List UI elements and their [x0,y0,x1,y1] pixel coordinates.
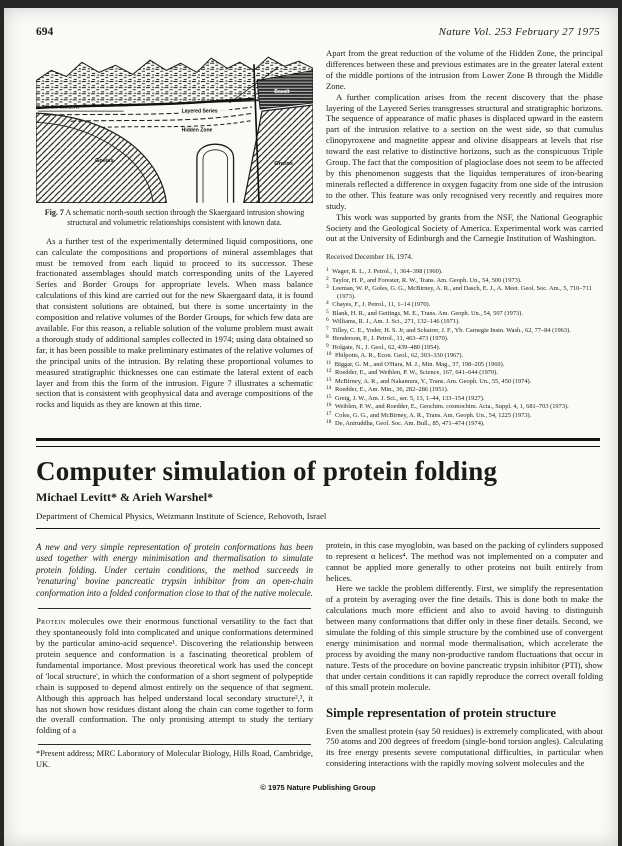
reference-text: Philpotts, A. R., Econ. Geol., 62, 303–330 (1967). [333,352,464,360]
lead-word: Protein [36,616,66,627]
reference-text: Greig, J. W., Am. J. Sci., ser. 5, 13, 1–44, 133–154 (1927). [333,394,485,402]
affiliation-rule [36,528,600,529]
reference-number: 3 [326,284,329,291]
reference-item [326,317,603,326]
reference-text: Biggar, G. M., and O'Hara, M. J., Min. Mag., 37, 198–205 (1969). [333,360,505,368]
reference-item [326,385,603,394]
article-body-right-2: Here we tackle the problem differently. First, we simplify the representation of a protein by averaging over the fine details. This is done both to make the calculations much more efficient and also to avoid having to distinguish between many conformations that differ only in these finer details. Second, we simulate the folding of this simple structure by the combined use of convergent energy minimisation and normal mode thermalisation, which accelerate the process by avoiding the many non-productive random fluctuations that occur in nature. Tests of the procedure on bovine pancreatic trypsin inhibitor (PTI), show that under certain conditions it can rapidly reproduce the correct overall folding of this small protein molecule. [326,583,603,692]
label-gneiss-left: Gneiss [95,158,114,165]
article-title: Computer simulation of protein folding [36,455,498,486]
footnote-rule [38,744,311,745]
reference-number: 4 [326,300,329,307]
reference-number: 14 [326,385,332,392]
reference-item [326,377,603,386]
figure7-caption-text: A schematic north-south section through the Skaergaard intrusion showing structural and volumetric relationships consistent with known data. [63,207,305,227]
reference-item [326,360,603,369]
section-heading: Simple representation of protein structure [326,705,557,720]
reference-text: Roedder, E., and Weiblen, P. W., Science, 167, 641–644 (1970). [333,369,498,377]
section-paragraph: Even the smallest protein (say 50 residues) is extremely complicated, with about 750 atoms and 200 degrees of freedom (single-bond torsion angles). Calculating its free energy presents severe computational difficulties, in particular when considering interactions with the rapidly moving solvent molecules and the [326,725,603,769]
prev-article-left-paragraph: As a further test of the experimentally determined liquid compositions, one can calculate the compositions and proportions of mineral assemblages that must be removed from each liquid to proceed to its successor. These fractionated assemblages should match corresponding units of the Layered Series and Border Groups for appropriate levels. When mass balance calculations of this kind are carried out for the new Skaergaard data, it is found that consistent solutions are obtained, but there is some uncertainty in the composition and relative volumes of the Border Groups, for which few data are available. For this reason, a reliable solution of the volume problem must await a thorough study of additional samples collected in 1974; using data obtained so far, it has been possible to make preliminary estimates of the relative volumes of the principal units of the intrusion. By relating these proportional volumes to measured stratigraphic thicknesses one can estimate the lateral extent of each layer and from this the form of the intrusion. Figure 7 illustrates a schematic section that is consistent with geophysical data and average compositions of the rocks and liquids as they are known at this time. [36,235,313,410]
article-top-rule [36,438,600,447]
reference-text: Roedder, E., Am. Min., 36, 282–286 (1951). [333,386,449,394]
reference-number: 6 [326,317,329,324]
reference-item [326,276,603,285]
gneiss-right-shape [244,105,313,203]
arch-shape [197,144,234,203]
figure7-illustration [36,50,313,203]
reference-text: Henderson, P., J. Petrol., 11, 463–473 (1970). [330,335,449,343]
figure7-caption [36,208,313,228]
present-address-footnote: *Present address; MRC Laboratory of Molecular Biology, Hills Road, Cambridge, UK. [36,749,313,769]
received-date: Received December 16, 1974. [326,253,413,262]
reference-text: Wager, R. L., J. Petrol., 1, 364–398 (1960). [330,268,443,276]
reference-text: Holgate, N., J. Geol., 62, 439–480 (1954). [330,343,441,351]
reference-text: Blank, H. R., and Gettings, M. E., Trans. Am. Geoph. Un., 54, 507 (1973). [330,309,523,317]
reference-text: Weiblen, P. W., and Roedder, E., Geochim. cosmochim. Acta., Suppl. 4, 1, 681–703 (1973). [333,403,569,411]
prev-article-right-paragraph-1: Apart from the great reduction of the volume of the Hidden Zone, the principal differences between these and previous estimates are in the greater lateral extent of the middle portions of the intrusion from Lower Zone B through the Middle Zone. [326,48,603,91]
label-layered-series: Layered Series [181,108,218,115]
reference-item [326,351,603,360]
right-column [326,48,603,428]
prev-article-right-paragraph-3: This work was supported by grants from the NSF, the National Geographic Society and the Geological Society of America. Experimental work was carried out at the University of Edinburgh and the Carnegie Institution of Washington. [326,211,603,244]
reference-item [326,343,603,352]
page-number: 694 [36,26,54,38]
reference-text: Taylor, H. P., and Forester, R. W., Trans. Am. Geoph. Un., 54, 500 (1973). [330,276,522,284]
article-columns [36,539,603,770]
left-column [36,48,313,428]
reference-number: 13 [326,376,332,383]
reference-number: 10 [326,351,332,358]
reference-number: 8 [326,334,329,341]
reference-number: 9 [326,342,329,349]
article-body-left [36,616,313,736]
reference-item [326,402,603,411]
reference-number: 12 [326,368,332,375]
article-abstract: A new and very simple representation of protein conformations has been used together with energy minimisation and thermalisation to simulate protein folding. Under certain conditions, the method succeeds in 'renaturing' bovine pancreatic trypsin inhibitor from an open-chain conformation into a folded conformation close to that of the native molecule. [36,541,313,598]
reference-text: Williams, R. J., Am. J. Sci., 271, 132–146 (1971). [330,318,460,326]
reference-item [326,334,603,343]
article-affiliation: Department of Chemical Physics, Weizmann Institute of Science, Rehovoth, Israel [36,510,327,521]
abstract-rule [38,608,311,609]
reference-item [326,326,603,335]
reference-number: 11 [326,359,332,366]
figure7 [36,50,313,228]
reference-item [326,284,603,300]
reference-number: 15 [326,393,332,400]
reference-item [326,309,603,318]
copyright-footer: © 1975 Nature Publishing Group [260,783,376,793]
reference-item [326,368,603,377]
reference-item [326,419,603,428]
reference-number: 1 [326,267,329,274]
label-basalt: Basalt [274,88,290,95]
label-gneiss-right: Gneiss [274,161,293,168]
reference-number: 18 [326,419,332,426]
reference-number: 2 [326,275,329,282]
reference-item [326,394,603,403]
reference-text: Leeman, W. P., Goles, G. G., McBirney, A. R., and Dasch, E. J., A. Meet. Geol. Soc. Am., 5, 710–711 (1973). [330,285,592,300]
reference-number: 7 [326,325,329,332]
reference-text: Chayes, F., J. Petrol., 11, 1–14 (1970). [330,301,431,309]
reference-item [326,300,603,309]
article-right-column [326,540,603,770]
journal-page [4,8,618,846]
reference-text: McBirney, A. R., and Nakamura, Y., Trans. Am. Geoph. Un., 55, 450 (1974). [333,377,532,385]
reference-text: Coles, G. G., and McBirney, A. R., Trans. Am. Geoph. Un., 54, 1225 (1973). [333,411,532,419]
prev-article-right-paragraph-2: A further complication arises from the recent discovery that the phase layering of the Layered Series transgresses structural and stratigraphic horizons. The sequence of appearance of mafic phases is displaced upward in the eastern part of the intrusion relative to a section on the west side, so that cumulus clinopyroxene and magnetite appear and olivine disappears at levels that rise toward the east relative to distinctive horizons, such as the conspicuous Triple Group. The fact that the composition of plagioclase does not seem to be affected by this phenomenon suggests that the liquidus temperatures of iron-bearing minerals reflected a difference in oxygen fugacity from one side of the intrusion to the other. This feature was only recognised very recently and requires more study. [326,91,603,211]
reference-number: 17 [326,410,332,417]
reference-number: 5 [326,308,329,315]
article-body-right-1: protein, in this case myoglobin, was based on the packing of cylinders supposed to represent α helices⁴. The method was not implemented on a computer and cannot be applied more generally to other proteins not built entirely from helices. [326,539,603,583]
previous-article-columns [36,48,603,428]
page-header [36,26,600,38]
journal-masthead: Nature Vol. 253 February 27 1975 [438,26,600,38]
reference-item [326,267,603,276]
figure7-caption-lead: Fig. 7 [44,207,64,217]
reference-number: 16 [326,402,332,409]
reference-list [326,267,603,428]
reference-text: De, Aniruddha, Geol. Soc. Am. Bull., 85, 471–474 (1974). [333,420,485,428]
reference-text: Tilley, C. E., Yoder, H. S. Jr, and Schairer, J. F., Yb. Carnegie Instn. Wash., 62, 77–84 (1963). [330,326,571,334]
label-sea-level: Present Sea Level [42,104,80,110]
article-body-left-text: molecules owe their enormous functional versatility to the fact that they spontaneously fold into complicated and unique conformations determined by the particular amino-acid sequence¹. Discovering the relationship between protein sequence and conformation is a fascinating theoretical problem of fundamental importance. Most previous theoretical work has used the concept of 'local structure', in which the conformation of a short segment of polypeptide chain is supposed to depend almost entirely on the sequence of that segment. Although this approach has helped understand local secondary structure²,³, it has not shown how residues distant along the chain can come together to form the overall conformation. The only promising attempt to study the tertiary folding of a [36,616,313,736]
article-left-column [36,540,313,770]
label-hidden-zone: Hidden Zone [181,127,213,134]
article-authors: Michael Levitt* & Arieh Warshel* [36,489,214,504]
reference-item [326,411,603,420]
